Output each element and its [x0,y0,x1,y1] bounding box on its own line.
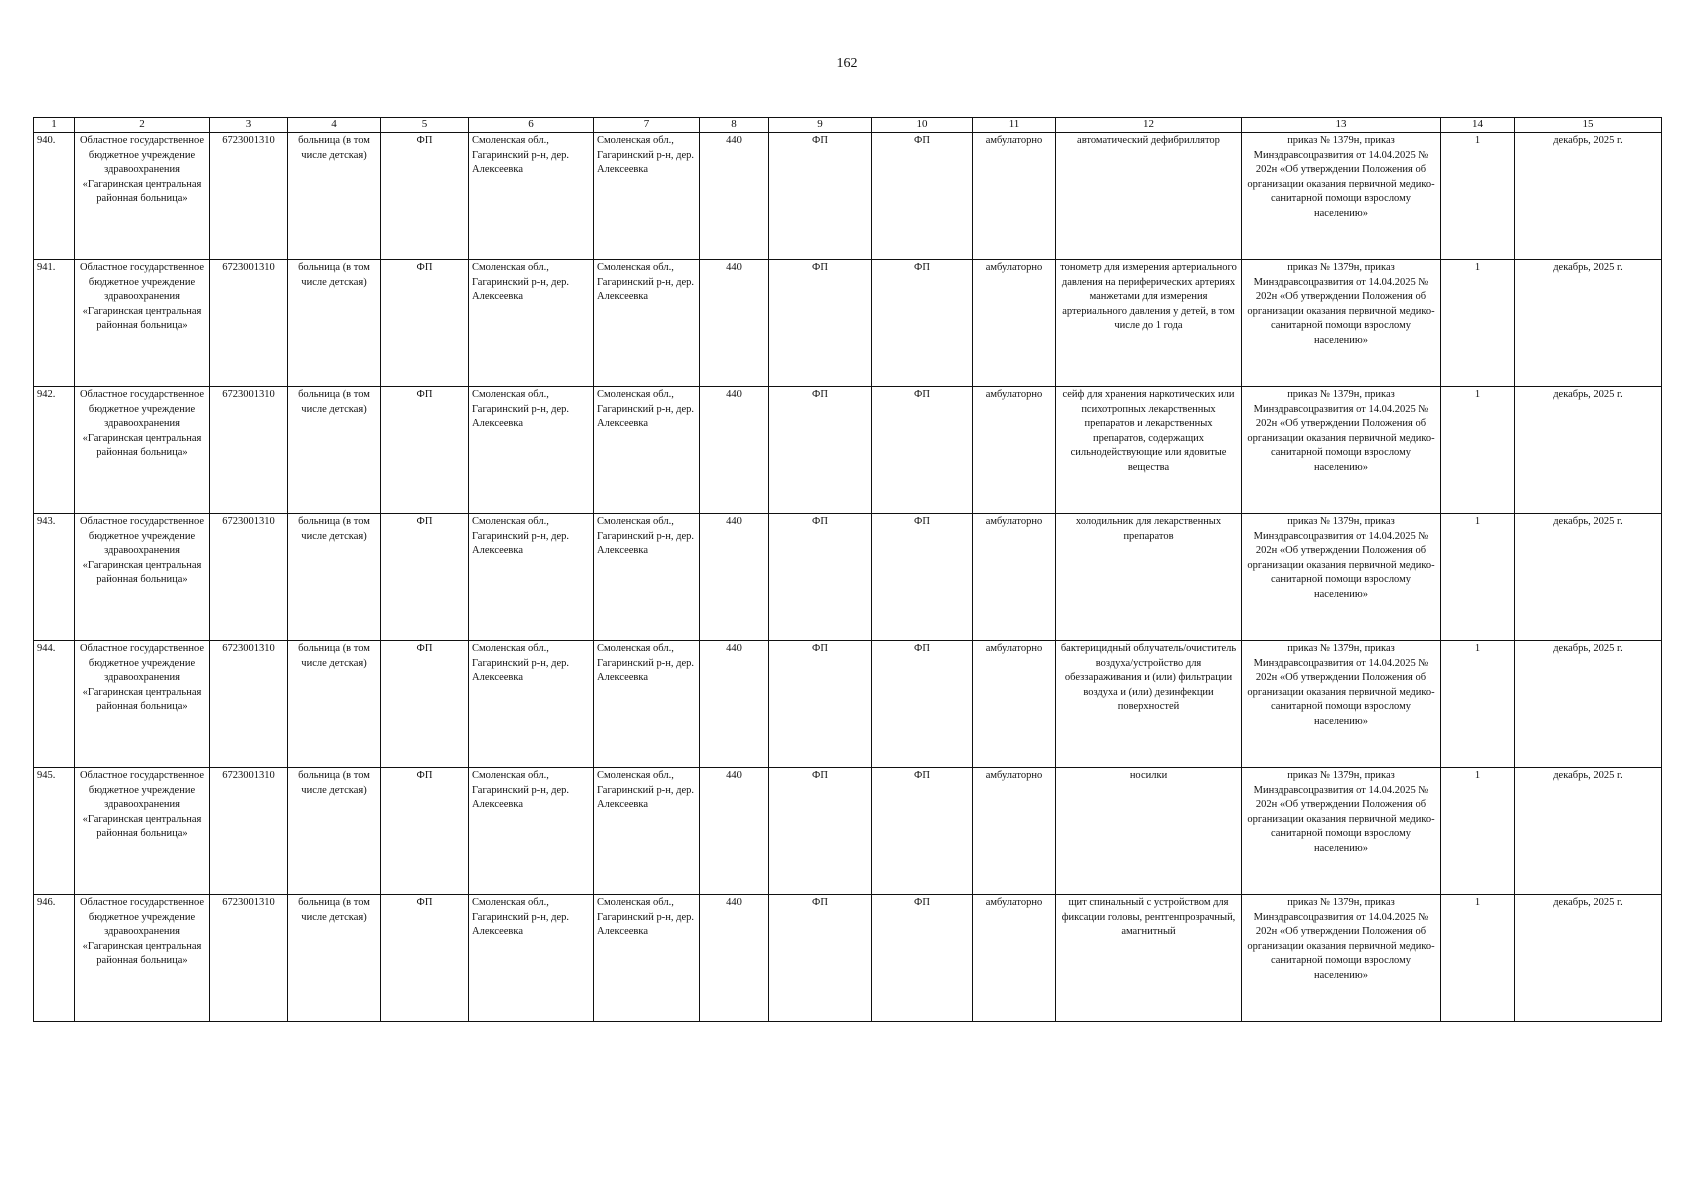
care-mode-cell: амбулаторно [973,514,1056,641]
table-row [34,133,1662,260]
row-number-cell: 946. [34,895,75,1022]
address-cell: Смоленская обл., Гагаринский р-н, дер. Алексеевка [594,133,700,260]
inn-cell: 6723001310 [210,768,288,895]
facility-type-cell: больница (в том числе детская) [288,260,381,387]
col-header-4: 4 [288,118,381,133]
address-cell: Смоленская обл., Гагаринский р-н, дер. Алексеевка [594,514,700,641]
col-header-12: 12 [1056,118,1242,133]
legal-basis-cell: приказ № 1379н, приказ Минздравсоцразвития от 14.04.2025 № 202н «Об утверждении Положения об организации оказания первичной медико-санитарной помощи взрослому населению» [1242,768,1441,895]
code-cell: 440 [700,133,769,260]
facility-type-cell: больница (в том числе детская) [288,768,381,895]
date-cell: декабрь, 2025 г. [1515,895,1662,1022]
organization-cell: Областное государственное бюджетное учреждение здравоохранения «Гагаринская центральная районная больница» [75,641,210,768]
care-mode-cell: амбулаторно [973,641,1056,768]
subdivision-cell: ФП [381,133,469,260]
table-row [34,895,1662,1022]
row-number-cell: 944. [34,641,75,768]
address-cell: Смоленская обл., Гагаринский р-н, дер. Алексеевка [469,768,594,895]
subdivision-cell: ФП [381,895,469,1022]
unit-cell: ФП [769,895,872,1022]
address-cell: Смоленская обл., Гагаринский р-н, дер. Алексеевка [594,260,700,387]
equipment-cell: носилки [1056,768,1242,895]
address-cell: Смоленская обл., Гагаринский р-н, дер. Алексеевка [594,641,700,768]
subdivision-cell: ФП [381,260,469,387]
address-cell: Смоленская обл., Гагаринский р-н, дер. Алексеевка [469,641,594,768]
subdivision-cell: ФП [381,387,469,514]
col-header-9: 9 [769,118,872,133]
care-mode-cell: амбулаторно [973,260,1056,387]
row-number-cell: 945. [34,768,75,895]
date-cell: декабрь, 2025 г. [1515,514,1662,641]
legal-basis-cell: приказ № 1379н, приказ Минздравсоцразвития от 14.04.2025 № 202н «Об утверждении Положения об организации оказания первичной медико-санитарной помощи взрослому населению» [1242,895,1441,1022]
col-header-5: 5 [381,118,469,133]
quantity-cell: 1 [1441,260,1515,387]
code-cell: 440 [700,514,769,641]
equipment-table [33,117,1662,1022]
legal-basis-cell: приказ № 1379н, приказ Минздравсоцразвития от 14.04.2025 № 202н «Об утверждении Положения об организации оказания первичной медико-санитарной помощи взрослому населению» [1242,514,1441,641]
address-cell: Смоленская обл., Гагаринский р-н, дер. Алексеевка [469,387,594,514]
code-cell: 440 [700,387,769,514]
organization-cell: Областное государственное бюджетное учреждение здравоохранения «Гагаринская центральная районная больница» [75,514,210,641]
care-mode-cell: амбулаторно [973,133,1056,260]
unit-cell: ФП [769,514,872,641]
quantity-cell: 1 [1441,641,1515,768]
row-number-cell: 943. [34,514,75,641]
unit-cell: ФП [769,387,872,514]
facility-type-cell: больница (в том числе детская) [288,895,381,1022]
date-cell: декабрь, 2025 г. [1515,641,1662,768]
care-mode-cell: амбулаторно [973,895,1056,1022]
legal-basis-cell: приказ № 1379н, приказ Минздравсоцразвития от 14.04.2025 № 202н «Об утверждении Положения об организации оказания первичной медико-санитарной помощи взрослому населению» [1242,387,1441,514]
unit-cell: ФП [872,641,973,768]
code-cell: 440 [700,260,769,387]
equipment-cell: автоматический дефибриллятор [1056,133,1242,260]
table-row [34,514,1662,641]
row-number-cell: 942. [34,387,75,514]
table-row [34,641,1662,768]
inn-cell: 6723001310 [210,641,288,768]
quantity-cell: 1 [1441,895,1515,1022]
equipment-cell: тонометр для измерения артериального давления на периферических артериях манжетами для измерения артериального давления у детей, в том числе до 1 года [1056,260,1242,387]
col-header-1: 1 [34,118,75,133]
unit-cell: ФП [872,387,973,514]
col-header-10: 10 [872,118,973,133]
date-cell: декабрь, 2025 г. [1515,387,1662,514]
organization-cell: Областное государственное бюджетное учреждение здравоохранения «Гагаринская центральная районная больница» [75,387,210,514]
unit-cell: ФП [769,260,872,387]
row-number-cell: 941. [34,260,75,387]
quantity-cell: 1 [1441,387,1515,514]
table-header [34,118,1662,133]
unit-cell: ФП [769,641,872,768]
legal-basis-cell: приказ № 1379н, приказ Минздравсоцразвития от 14.04.2025 № 202н «Об утверждении Положения об организации оказания первичной медико-санитарной помощи взрослому населению» [1242,641,1441,768]
col-header-11: 11 [973,118,1056,133]
date-cell: декабрь, 2025 г. [1515,260,1662,387]
table-body [34,133,1662,1022]
table-row [34,260,1662,387]
organization-cell: Областное государственное бюджетное учреждение здравоохранения «Гагаринская центральная районная больница» [75,133,210,260]
col-header-14: 14 [1441,118,1515,133]
unit-cell: ФП [872,768,973,895]
date-cell: декабрь, 2025 г. [1515,768,1662,895]
unit-cell: ФП [769,133,872,260]
subdivision-cell: ФП [381,768,469,895]
address-cell: Смоленская обл., Гагаринский р-н, дер. Алексеевка [469,514,594,641]
quantity-cell: 1 [1441,133,1515,260]
inn-cell: 6723001310 [210,514,288,641]
row-number-cell: 940. [34,133,75,260]
equipment-cell: щит спинальный с устройством для фиксации головы, рентгенпрозрачный, амагнитный [1056,895,1242,1022]
table-row [34,387,1662,514]
unit-cell: ФП [872,260,973,387]
equipment-cell: бактерицидный облучатель/очиститель воздуха/устройство для обеззараживания и (или) фильтрации воздуха и (или) дезинфекции поверхностей [1056,641,1242,768]
address-cell: Смоленская обл., Гагаринский р-н, дер. Алексеевка [469,133,594,260]
address-cell: Смоленская обл., Гагаринский р-н, дер. Алексеевка [469,895,594,1022]
unit-cell: ФП [872,133,973,260]
col-header-3: 3 [210,118,288,133]
inn-cell: 6723001310 [210,133,288,260]
unit-cell: ФП [769,768,872,895]
col-header-13: 13 [1242,118,1441,133]
quantity-cell: 1 [1441,514,1515,641]
facility-type-cell: больница (в том числе детская) [288,641,381,768]
table-row [34,768,1662,895]
code-cell: 440 [700,768,769,895]
col-header-6: 6 [469,118,594,133]
equipment-table-wrapper [33,117,1661,1022]
address-cell: Смоленская обл., Гагаринский р-н, дер. Алексеевка [594,387,700,514]
col-header-7: 7 [594,118,700,133]
care-mode-cell: амбулаторно [973,768,1056,895]
legal-basis-cell: приказ № 1379н, приказ Минздравсоцразвития от 14.04.2025 № 202н «Об утверждении Положения об организации оказания первичной медико-санитарной помощи взрослому населению» [1242,260,1441,387]
col-header-8: 8 [700,118,769,133]
equipment-cell: холодильник для лекарственных препаратов [1056,514,1242,641]
column-number-row [34,118,1662,133]
facility-type-cell: больница (в том числе детская) [288,133,381,260]
address-cell: Смоленская обл., Гагаринский р-н, дер. Алексеевка [469,260,594,387]
subdivision-cell: ФП [381,514,469,641]
page-number: 162 [836,56,858,71]
organization-cell: Областное государственное бюджетное учреждение здравоохранения «Гагаринская центральная районная больница» [75,768,210,895]
inn-cell: 6723001310 [210,260,288,387]
organization-cell: Областное государственное бюджетное учреждение здравоохранения «Гагаринская центральная районная больница» [75,895,210,1022]
quantity-cell: 1 [1441,768,1515,895]
address-cell: Смоленская обл., Гагаринский р-н, дер. Алексеевка [594,768,700,895]
code-cell: 440 [700,641,769,768]
facility-type-cell: больница (в том числе детская) [288,387,381,514]
unit-cell: ФП [872,514,973,641]
subdivision-cell: ФП [381,641,469,768]
legal-basis-cell: приказ № 1379н, приказ Минздравсоцразвития от 14.04.2025 № 202н «Об утверждении Положения об организации оказания первичной медико-санитарной помощи взрослому населению» [1242,133,1441,260]
col-header-15: 15 [1515,118,1662,133]
unit-cell: ФП [872,895,973,1022]
col-header-2: 2 [75,118,210,133]
care-mode-cell: амбулаторно [973,387,1056,514]
facility-type-cell: больница (в том числе детская) [288,514,381,641]
address-cell: Смоленская обл., Гагаринский р-н, дер. Алексеевка [594,895,700,1022]
inn-cell: 6723001310 [210,387,288,514]
date-cell: декабрь, 2025 г. [1515,133,1662,260]
inn-cell: 6723001310 [210,895,288,1022]
organization-cell: Областное государственное бюджетное учреждение здравоохранения «Гагаринская центральная районная больница» [75,260,210,387]
code-cell: 440 [700,895,769,1022]
equipment-cell: сейф для хранения наркотических или психотропных лекарственных препаратов и лекарственных препаратов, содержащих сильнодействующие или ядовитые вещества [1056,387,1242,514]
